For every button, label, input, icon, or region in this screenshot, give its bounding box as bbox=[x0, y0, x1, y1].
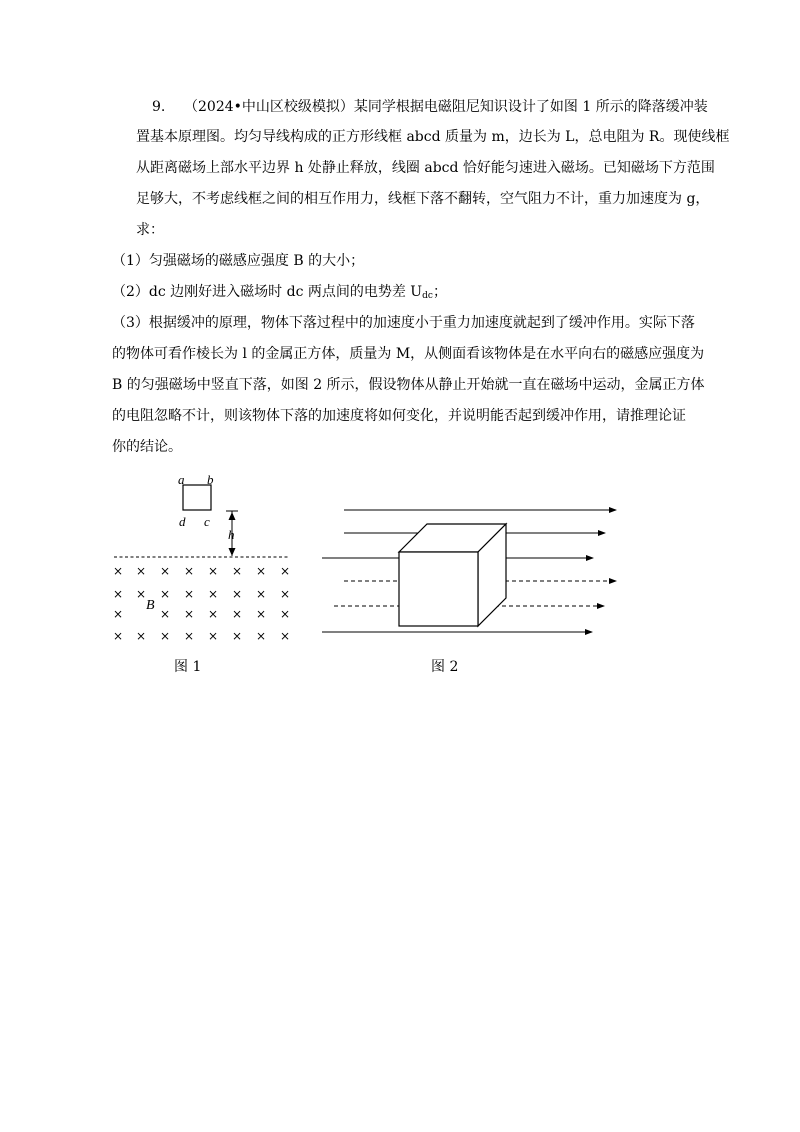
field-cross: × bbox=[280, 587, 291, 601]
field-cross: × bbox=[160, 564, 171, 578]
figure-1-caption: 图 1 bbox=[174, 659, 202, 675]
field-cross: × bbox=[208, 587, 219, 601]
field-cross: × bbox=[136, 564, 147, 578]
part-1: （1）匀强磁场的磁感应强度 B 的大小； bbox=[112, 253, 365, 269]
field-cross: × bbox=[208, 564, 219, 578]
field-cross: × bbox=[113, 607, 124, 621]
field-cross: × bbox=[160, 587, 171, 601]
figure-2-caption: 图 2 bbox=[431, 659, 459, 675]
field-cross: × bbox=[113, 564, 124, 578]
part-3-line-5: 你的结论。 bbox=[112, 439, 182, 455]
field-cross: × bbox=[208, 629, 219, 643]
metal-cube bbox=[399, 524, 506, 626]
field-cross: × bbox=[113, 587, 124, 601]
field-cross: × bbox=[113, 629, 124, 643]
question-stem-line-5: 求： bbox=[136, 222, 164, 238]
label-a: a bbox=[178, 472, 185, 487]
part-2-subscript: dc bbox=[422, 291, 433, 301]
label-B: B bbox=[146, 598, 155, 613]
field-cross: × bbox=[232, 629, 243, 643]
question-number: 9. bbox=[152, 99, 166, 115]
field-cross: × bbox=[136, 587, 147, 601]
label-b: b bbox=[207, 472, 214, 487]
part-3-line-3: B 的匀强磁场中竖直下落，如图 2 所示，假设物体从静止开始就一直在磁场中运动，金属正方体 bbox=[112, 377, 705, 393]
field-cross: × bbox=[184, 564, 195, 578]
field-cross: × bbox=[160, 629, 171, 643]
field-cross: × bbox=[184, 587, 195, 601]
label-h: h bbox=[228, 527, 235, 542]
field-cross: × bbox=[256, 607, 267, 621]
field-cross: × bbox=[256, 629, 267, 643]
part-3-line-2: 的物体可看作棱长为 l 的金属正方体，质量为 M，从侧面看该物体是在水平向右的磁感应强度为 bbox=[112, 346, 705, 362]
field-cross: × bbox=[232, 564, 243, 578]
field-cross: × bbox=[280, 607, 291, 621]
label-c: c bbox=[204, 514, 210, 529]
field-cross: × bbox=[136, 629, 147, 643]
field-cross: × bbox=[280, 564, 291, 578]
field-cross: × bbox=[232, 607, 243, 621]
field-cross: × bbox=[208, 607, 219, 621]
field-cross: × bbox=[184, 607, 195, 621]
part-3-line-4: 的电阻忽略不计，则该物体下落的加速度将如何变化，并说明能否起到缓冲作用，请推理论证 bbox=[112, 408, 686, 424]
part-2-text: （2）dc 边刚好进入磁场时 dc 两点间的电势差 U bbox=[112, 284, 423, 300]
field-cross: × bbox=[160, 607, 171, 621]
part-3-line-1: （3）根据缓冲的原理，物体下落过程中的加速度小于重力加速度就起到了缓冲作用。实际下落 bbox=[112, 315, 695, 331]
question-stem-line-2: 置基本原理图。均匀导线构成的正方形线框 abcd 质量为 m，边长为 L，总电阻为 R。现使线框 bbox=[136, 129, 730, 145]
field-cross: × bbox=[256, 587, 267, 601]
field-cross: × bbox=[184, 629, 195, 643]
part-2-end: ； bbox=[432, 284, 447, 300]
field-cross: × bbox=[232, 587, 243, 601]
field-cross: × bbox=[280, 629, 291, 643]
label-d: d bbox=[179, 514, 186, 529]
question-stem-line-4: 足够大，不考虑线框之间的相互作用力，线框下落不翻转，空气阻力不计，重力加速度为 g， bbox=[136, 191, 710, 207]
question-stem-line-3: 从距离磁场上部水平边界 h 处静止释放，线圈 abcd 恰好能匀速进入磁场。已知磁场下方范围 bbox=[136, 160, 715, 176]
field-cross: × bbox=[256, 564, 267, 578]
question-stem-line-1: （2024•中山区校级模拟）某同学根据电磁阻尼知识设计了如图 1 所示的降落缓冲装 bbox=[184, 99, 708, 115]
